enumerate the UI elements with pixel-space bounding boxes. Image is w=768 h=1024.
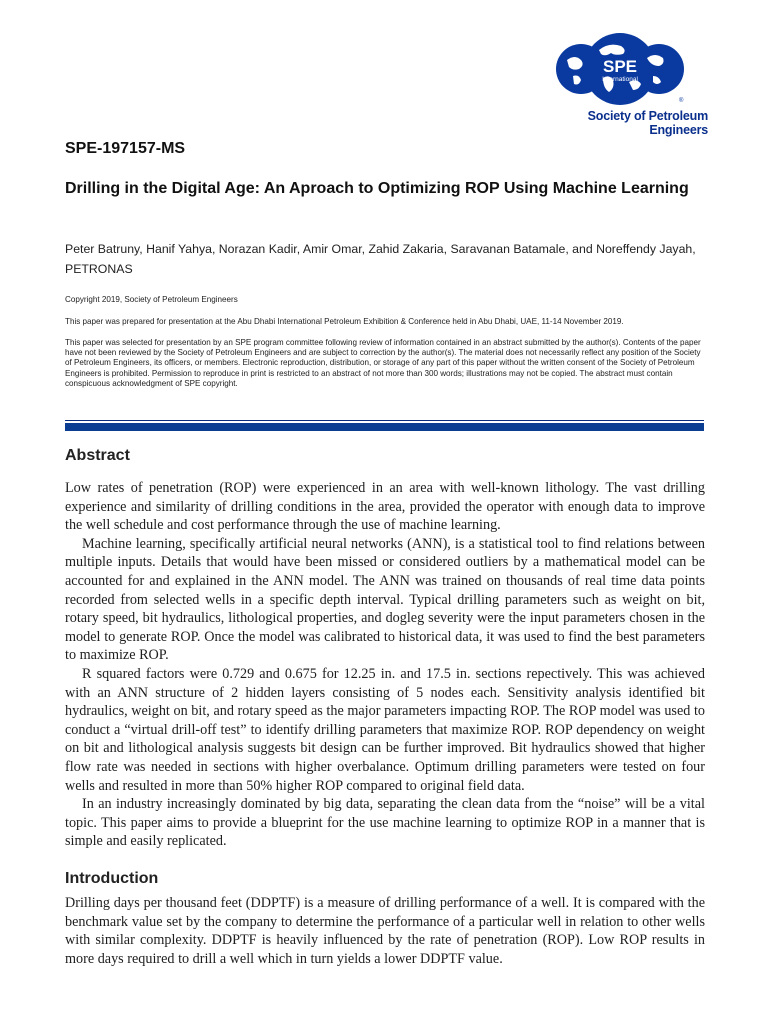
paper-title: Drilling in the Digital Age: An Aproach to Optimizing ROP Using Machine Learning [65, 180, 689, 197]
introduction-paragraph: Drilling days per thousand feet (DDPTF) is a measure of drilling performance of a well. It is compared with the benchmark value set by the company to determine the performance of a particular well in relation to other wells with similar complexity. DDPTF is heavily influenced by the rate of penetration (ROP). Low ROP results in more days required to drill a well which in turn yields a lower DDPTF value. [65, 895, 705, 967]
svg-text:®: ® [679, 98, 684, 104]
introduction-heading: Introduction [65, 870, 159, 887]
logo-mark-text: SPE [602, 57, 638, 76]
logo-mark-subtext: International [602, 76, 638, 83]
abstract-paragraph: Machine learning, specifically artificial neural networks (ANN), is a statistical tool to find relations between multiple inputs. Details that would have been missed or considered outliers by a mathematical model can be accounted for and explained in the ANN model. The ANN was trained on thousands of real time data points recorded from selected wells in a specific depth interval. Typical drilling parameters such as weight on bit, rotary speed, bit hydraulics, lithological properties, and dogleg severity were the input parameters chosen in the model to generate ROP. Once the model was calibrated to historical data, it was used to find the best parameters to maximize ROP. [65, 535, 705, 664]
disclaimer: This paper was selected for presentation by an SPE program committee following review of information contained in an abstract submitted by the author(s). Contents of the paper have not been reviewed by the Society of Petroleum Engineers and are subject to correction by the author(s). The material does not necessarily reflect any position of the Society of Petroleum Engineers, its officers, or members. Electronic reproduction, distribution, or storage of any part of this paper without the written consent of the Society of Petroleum Engineers is prohibited. Permission to reproduce in print is restricted to an abstract of not more than 300 words; illustrations may not be copied. The abstract must contain conspicuous acknowledgment of SPE copyright. [65, 338, 701, 388]
section-divider [65, 420, 704, 431]
authors: Peter Batruny, Hanif Yahya, Norazan Kadir, Amir Omar, Zahid Zakaria, Saravanan Batamale, and Noreffendy Jayah, PETRONAS [65, 242, 696, 276]
abstract-paragraph: R squared factors were 0.729 and 0.675 for 12.25 in. and 17.5 in. sections repectively. This was achieved with an ANN structure of 2 hidden layers consisting of 5 nodes each. Sensitivity analysis identified bit hydraulics, weight on bit, and rotary speed as the major parameters impacting ROP. The ROP model was used to conduct a “virtual drill-off test” to identify drilling parameters that maximize ROP. ROP dependency on weight on bit and lithological analysis suggests bit design can be further improved. Bit hydraulics showed that higher flow rate was needed in sections with higher overbalance. Optimum drilling parameters were tested on four wells and resulted in more than 50% higher ROP compared to original field data. [65, 665, 705, 794]
abstract-paragraph: Low rates of penetration (ROP) were experienced in an area with well-known lithology. The vast drilling experience and similarity of drilling conditions in the area, provided the operator with enough data to improve the well schedule and cost performance through the use of machine learning. [65, 480, 705, 534]
organization-name: Society of Petroleum Engineers [587, 109, 708, 137]
paper-id: SPE-197157-MS [65, 140, 186, 157]
abstract-body [65, 479, 705, 851]
presentation-notice: This paper was prepared for presentation at the Abu Dhabi International Petroleum Exhibition & Conference held in Abu Dhabi, UAE, 11-14 November 2019. [65, 317, 624, 326]
abstract-heading: Abstract [65, 447, 130, 464]
copyright-notice: Copyright 2019, Society of Petroleum Engineers [65, 295, 238, 304]
abstract-paragraph: In an industry increasingly dominated by big data, separating the clean data from the “noise” will be a vital topic. This paper aims to provide a blueprint for the use machine learning to optimize ROP in a manner that is simple and easily replicated. [65, 796, 705, 850]
introduction-body [65, 894, 705, 968]
globe-logo-icon [555, 30, 685, 108]
spe-logo [538, 30, 708, 137]
